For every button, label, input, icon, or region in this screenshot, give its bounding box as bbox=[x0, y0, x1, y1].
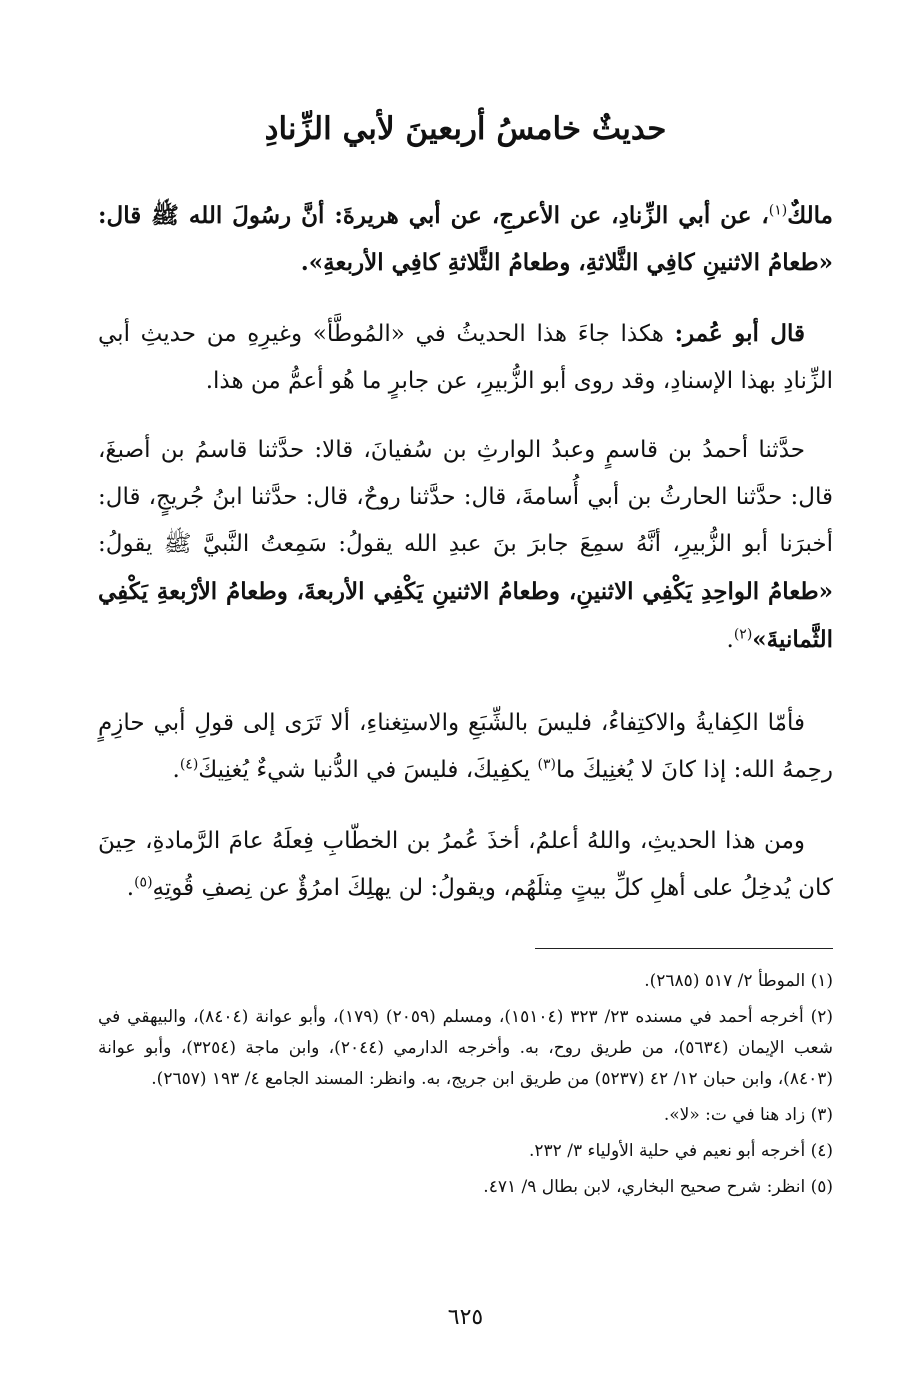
isnad-text: حدَّثنا أحمدُ بن قاسمٍ وعبدُ الوارثِ بن سُفيانَ، قالا: حدَّثنا قاسمُ بن أصبغَ، قال: حدَّثنا الحارثُ بن أبي أُسامةَ، قال: حدَّثنا روحٌ، قال: حدَّثنا ابنُ جُريجٍ، قال: أخبرَنا أبو الزُّبيرِ، أنَّهُ سمِعَ جابرَ بنَ عبدِ الله يقولُ: سَمِعتُ النَّبيَّ ﷺ يقولُ: bbox=[98, 437, 833, 557]
footnote-ref-5[interactable]: (٥) bbox=[134, 874, 153, 891]
umar-text: ومن هذا الحديثِ، واللهُ أعلمُ، أخذَ عُمرُ بن الخطّابِ فِعلَهُ عامَ الرَّمادةِ، حِينَ كان يُدخِلُ على أهلِ كلِّ بيتٍ مِثلَهُم، ويقولُ: لن يهلِكَ امرُؤٌ عن نِصفِ قُوتِهِ bbox=[98, 828, 833, 901]
explanation-text-start: فأمّا الكِفايةُ والاكتِفاءُ، فليسَ بالشِّبَعِ والاستِغناءِ، ألا تَرَى إلى قولِ أبي حازِمٍ رحِمهُ الله: إذا كانَ لا يُغنِيكَ ما bbox=[98, 710, 833, 783]
footnote-ref-2[interactable]: (٢) bbox=[733, 626, 753, 643]
explanation-text-mid: يكفِيكَ، فليسَ في الدُّنيا شيءٌ يُغنِيكَ bbox=[198, 757, 538, 783]
footnote-item: (٢) أخرجه أحمد في مسنده ٢٣/ ٣٢٣ (١٥١٠٤)، ومسلم (٢٠٥٩) (١٧٩)، وأبو عوانة (٨٤٠٤)، والبيهقي في شعب الإيمان (٥٦٣٤)، من طريق روح، به. وأخرجه الدارمي (٢٠٤٤)، وابن ماجة (٣٢٥٤)، وأبو عوانة (٨٤٠٣)، وابن حبان ١٢/ ٤٢ (٥٢٣٧) من طريق ابن جريج، به. وانظر: المسند الجامع ٤/ ١٩٣ (٢٦٥٧). bbox=[98, 1007, 834, 1089]
isnad-paragraph bbox=[98, 427, 833, 664]
footnote-ref-3[interactable]: (٣) bbox=[537, 756, 556, 773]
footnote-ref-1[interactable]: (١) bbox=[768, 202, 788, 219]
footnotes-list bbox=[98, 966, 833, 1208]
footnote-item: (٥) انظر: شرح صحيح البخاري، لابن بطال ٩/ ٤٧١. bbox=[483, 1177, 833, 1197]
umar-text-end: . bbox=[126, 875, 135, 901]
explanation-text-end: . bbox=[172, 757, 180, 783]
hadith-text-rest: ، عن أبي الزِّنادِ، عن الأعرجِ، عن أبي هريرةَ: أنَّ رسُولَ الله ﷺ قال: «طعامُ الاثنينِ كافِي الثَّلاثةِ، وطعامُ الثَّلاثةِ كافِي الأربعةِ». bbox=[98, 202, 833, 276]
book-page bbox=[98, 0, 833, 1374]
footnote-item: (٤) أخرجه أبو نعيم في حلية الأولياء ٣/ ٢٣٢. bbox=[529, 1141, 833, 1161]
hadith-quote: «طعامُ الواحِدِ يَكْفِي الاثنينِ، وطعامُ الاثنينِ يَكْفِي الأربعةَ، وطعامُ الأرْبعةِ يَكْفِي الثَّمانيةَ» bbox=[98, 578, 833, 653]
section-title: حديثٌ خامسُ أربعينَ لأبي الزِّنادِ bbox=[264, 111, 667, 147]
commentary-paragraph bbox=[98, 310, 833, 405]
footnote-item: (٣) زاد هنا في ت: «لا». bbox=[663, 1105, 833, 1125]
footnote-ref-4[interactable]: (٤) bbox=[179, 756, 199, 773]
commentary-lead: قال أبو عُمر: bbox=[674, 320, 805, 347]
footnote-divider bbox=[535, 948, 833, 949]
isnad-text-end: . bbox=[726, 627, 734, 653]
hadith-text-start: مالكٌ bbox=[787, 202, 833, 229]
explanation-paragraph bbox=[98, 700, 833, 794]
umar-paragraph bbox=[98, 818, 833, 912]
hadith-paragraph bbox=[98, 192, 833, 286]
commentary-text: هكذا جاءَ هذا الحديثُ في «المُوطَّأ» وغيرِهِ من حديثِ أبي الزِّنادِ بهذا الإسنادِ، وقد روى أبو الزُّبيرِ، عن جابرٍ ما هُو أعمُّ من هذا. bbox=[98, 321, 833, 394]
footnote-item: (١) الموطأ ٢/ ٥١٧ (٢٦٨٥). bbox=[644, 971, 833, 991]
page-number: ٦٢٥ bbox=[447, 1305, 484, 1330]
